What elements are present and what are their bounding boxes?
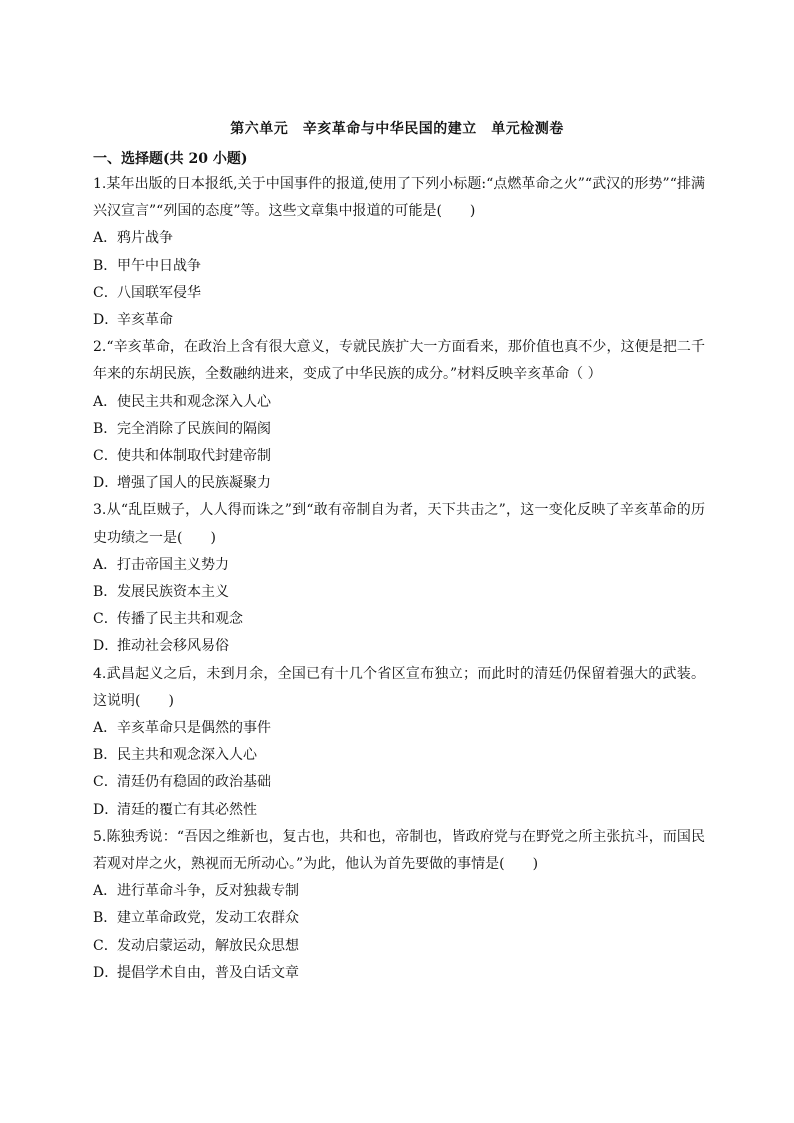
option-text: 发展民族资本主义 (117, 584, 229, 601)
option-a (93, 552, 705, 579)
option-text: 八国联军侵华 (117, 284, 201, 301)
option-c (93, 769, 705, 796)
option-c (93, 606, 705, 633)
option-text: 提倡学术自由，普及白话文章 (117, 964, 299, 981)
option-text: 民主共和观念深入人心 (117, 747, 257, 764)
question-stem: 4.武昌起义之后，未到月余，全国已有十几个省区宣布独立；而此时的清廷仍保留着强大的武装。这说明( ) (93, 665, 705, 709)
option-a (93, 225, 705, 252)
option-a (93, 715, 705, 742)
option-letter: A． (93, 883, 118, 900)
option-letter: C． (93, 937, 118, 954)
option-a (93, 878, 705, 905)
option-letter: A． (93, 720, 118, 737)
question-stem: 2.“辛亥革命，在政治上含有很大意义，专就民族扩大一方面看来，那价值也真不少，这便是把二千年来的东胡民族，全数融纳进来，变成了中华民族的成分。”材料反映辛亥革命（ ） (93, 339, 705, 383)
option-letter: D． (93, 801, 119, 818)
option-letter: B． (93, 257, 118, 274)
option-letter: A． (93, 230, 118, 247)
option-c (93, 933, 705, 960)
option-text: 建立革命政党，发动工农群众 (117, 910, 299, 927)
option-letter: C． (93, 284, 118, 301)
option-letter: B． (93, 584, 118, 601)
option-letter: B． (93, 747, 118, 764)
option-text: 辛亥革命只是偶然的事件 (117, 720, 271, 737)
option-b (93, 742, 705, 769)
option-letter: C． (93, 611, 118, 628)
option-c (93, 280, 705, 307)
option-text: 清廷的覆亡有其必然性 (117, 801, 257, 818)
option-d (93, 470, 705, 497)
option-letter: C． (93, 774, 118, 791)
option-letter: D． (93, 475, 119, 492)
option-text: 鸦片战争 (117, 230, 173, 247)
question-list (93, 171, 705, 987)
section-heading: 一、选择题(共 20 小题) (93, 151, 248, 167)
option-text: 完全消除了民族间的隔阂 (117, 420, 271, 437)
question-2 (93, 334, 705, 497)
question-4 (93, 661, 705, 824)
question-5 (93, 824, 705, 987)
option-letter: B． (93, 910, 118, 927)
question-stem: 1.某年出版的日本报纸,关于中国事件的报道,使用了下列小标题:“点燃革命之火”“武汉的形势”“排满兴汉宣言”“列国的态度”等。这些文章集中报道的可能是( ) (93, 176, 705, 220)
option-letter: D． (93, 964, 119, 981)
option-text: 辛亥革命 (117, 312, 173, 329)
option-letter: B． (93, 420, 118, 437)
option-b (93, 905, 705, 932)
option-text: 增强了国人的民族凝聚力 (117, 475, 271, 492)
option-d (93, 797, 705, 824)
option-c (93, 443, 705, 470)
option-letter: D． (93, 638, 119, 655)
option-letter: A． (93, 393, 118, 410)
option-d (93, 960, 705, 987)
question-stem: 5.陈独秀说：“吾因之维新也，复古也，共和也，帝制也，皆政府党与在野党之所主张抗斗，而国民若观对岸之火，熟视而无所动心。”为此，他认为首先要做的事情是( ) (93, 828, 705, 873)
option-text: 使共和体制取代封建帝制 (117, 448, 271, 465)
option-text: 甲午中日战争 (117, 257, 201, 274)
question-3 (93, 497, 705, 660)
question-stem: 3.从“乱臣贼子，人人得而诛之”到“敢有帝制自为者，天下共击之”，这一变化反映了辛亥革命的历史功绩之一是( ) (93, 502, 705, 546)
option-d (93, 633, 705, 660)
option-b (93, 253, 705, 280)
option-letter: C． (93, 448, 118, 465)
option-b (93, 579, 705, 606)
question-1 (93, 171, 705, 334)
option-letter: D． (93, 312, 119, 329)
document-title: 第六单元 辛亥革命与中华民国的建立 单元检测卷 (230, 121, 564, 137)
option-text: 推动社会移风易俗 (117, 638, 229, 655)
option-b (93, 416, 705, 443)
option-text: 发动启蒙运动，解放民众思想 (117, 937, 299, 954)
option-a (93, 389, 705, 416)
option-text: 打击帝国主义势力 (117, 556, 229, 573)
option-text: 清廷仍有稳固的政治基础 (117, 774, 271, 791)
option-text: 使民主共和观念深入人心 (117, 393, 271, 410)
option-text: 传播了民主共和观念 (117, 611, 243, 628)
option-letter: A． (93, 556, 118, 573)
option-text: 进行革命斗争，反对独裁专制 (117, 883, 299, 900)
option-d (93, 307, 705, 334)
